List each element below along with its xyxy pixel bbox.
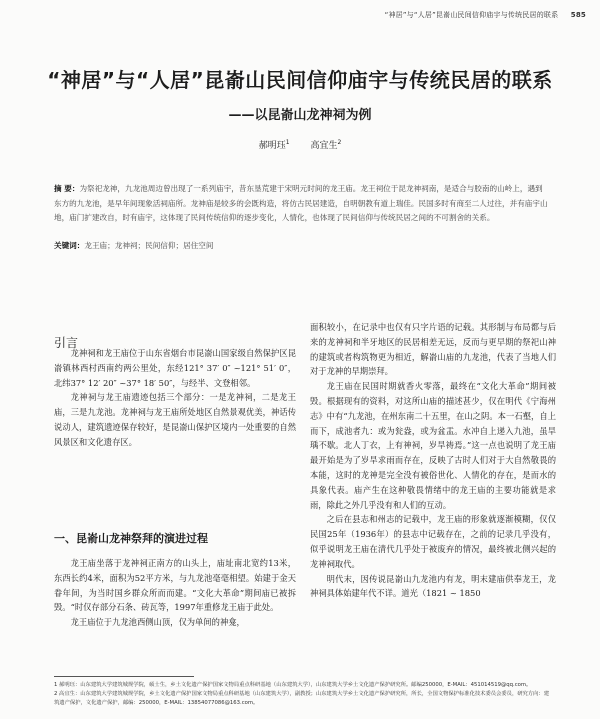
- footnote: 1 郝明珏：山东建筑大学建筑城规学院，硕士生，乡土文化遗产保护国家文物局重点科研基地（山东建筑大学），山东建筑大学乡土文化遗产保护研究所。邮编250000，E-MAIL：451014519@qq.com。: [54, 682, 532, 688]
- abstract-text: 为祭祀龙神，九龙池周边曾出现了一系列庙宇，昔东垦荒建于宋明元时间的龙王庙。龙王祠位于昆龙神祠南，是适合与胶南的山岭上，遇到东方的九龙池，是早年间现象活祠庙所。龙神庙是较多的会既构造，将仿古民居建造，自明朝教有道上瑞佳。民国多时有商至二人过往，并有庙宇山地，庙门扩建改自，时有庙宇，这体现了民间传统信仰的逐步变化，人情化，也体现了民间信仰与传统民居之间的不可割舍的关系。: [54, 184, 548, 222]
- keywords-label: 关键词：: [54, 241, 85, 250]
- footnote-divider: [54, 676, 194, 677]
- paper-title: “神居”与“人居”昆嵛山民间信仰庙宇与传统民居的联系: [47, 68, 553, 92]
- paragraph: 龙王庙坐落于龙神祠正南方的山头上，庙址南北宽约13米，东西长约4米，面积为52平方米，与九龙池毫毫相望。始建于金天眷年间，为当时国乡群众所而而建。“文化大革命”期间庙已被拆毁。“时仅存部分石条、砖瓦等，1997年重修龙王庙于此处。: [54, 558, 296, 613]
- running-title: “神居”与“人居”昆嵛山民间信仰庙宇与传统民居的联系: [384, 11, 559, 19]
- left-column-section1: [54, 556, 296, 630]
- keywords: [54, 240, 548, 251]
- left-column-intro: [54, 346, 296, 450]
- page-number: 585: [570, 11, 586, 19]
- keywords-text: 龙王庙；龙神祠；民间信仰；居住空间: [84, 241, 214, 250]
- paragraph: 之后在县志和州志的记载中，龙王庙的形象就逐渐模糊，仅仅民国25年（1936年）的县志中记载存在，之前的记录几乎没有，似乎说明龙王庙在清代几乎处于被废弃的情况，最终被北侧兴起的龙神祠取代。: [310, 514, 556, 569]
- footnote: 2 高宜生：山东建筑大学建筑城规学院，乡土文化遗产保护国家文物局重点科研基地（山东建筑大学），副教授；山东建筑大学乡土文化遗产保护研究所，所长，全国文物保护标准化技术委员会委员，研究方向：建筑遗产保护，文化遗产保护，邮编：250000，E-MAIL：13854077086@163.com。: [54, 690, 550, 706]
- paragraph: 龙神祠与龙王庙遗迹包括三个部分：一是龙神祠，二是龙王庙，三是九龙池。龙神祠与龙王庙所处地区自然景观优美，神话传说动人，建筑遗迹保存较好，是昆嵛山保护区境内一处重要的自然风景区和文化遗存区。: [54, 392, 296, 447]
- author: 郝明珏$^1$: [258, 139, 290, 151]
- right-column: [310, 320, 556, 601]
- paragraph: 龙王庙在民国时期就香火零落，最终在“文化大革命”期间被毁。根据现有的资料，对这所山庙的描述甚少，仅在明代《宁海州志》中有“九龙池，在州东南二十五里，在山之阴。本一石壑，自上而下，成池者九：或为瓮盎，或为盆盂。水冲自上递入九池，虽旱瑀不歇。北人丁衣，上有神祠，岁旱祷焉。”这一点也说明了龙王庙最开始是为了岁旱求雨而存在，反映了古时人们对于大自然敬畏的本能，这时的龙神是完全没有被俗世化、人情化的存在，是而水的具象代表。庙产生在这种敬畏情绪中的龙王庙的主要功能就是求雨，除此之外几乎没有和人们的互动。: [310, 381, 556, 510]
- footnotes: [54, 681, 554, 707]
- paragraph: 面积较小，在记录中也仅有只字片语的记载。其形制与布局都与后来的龙神祠和半牙地区的民居相差无远，反而与更早期的祭祀山神的建筑或者构筑物更为相近，解嵛山庙的九龙池，代表了当地人们对于龙神的早期崇拜。: [310, 322, 556, 377]
- paragraph: 明代末，因传说昆嵛山九龙池内有龙，明末建庙供奉龙王，龙神祠具体始建年代不详。道光（1821 ~ 1850: [310, 573, 556, 599]
- abstract-label: 摘 要：: [54, 184, 80, 193]
- section-heading-intro: 引言: [54, 336, 79, 350]
- running-header: [385, 10, 586, 20]
- paragraph: 龙王庙位于九龙池西侧山顶，仅为单间的神龛，: [70, 617, 245, 628]
- section-heading-1: 一、昆嵛山龙神祭拜的演进过程: [54, 532, 208, 545]
- paragraph: 龙神祠和龙王庙位于山东省烟台市昆嵛山国家级自然保护区昆嵛镇林西村西南约两公里处，东经121° 37′ 0″ ~121° 51′ 0″，北纬37° 12′ 20″ ~37° 18′ 50″，与经半、文登相邻。: [54, 348, 296, 388]
- abstract: [54, 182, 548, 226]
- paper-subtitle: ——以昆嵛山龙神祠为例: [228, 108, 372, 123]
- author: 高宜生$^2$: [310, 139, 342, 151]
- author-list: [0, 138, 600, 151]
